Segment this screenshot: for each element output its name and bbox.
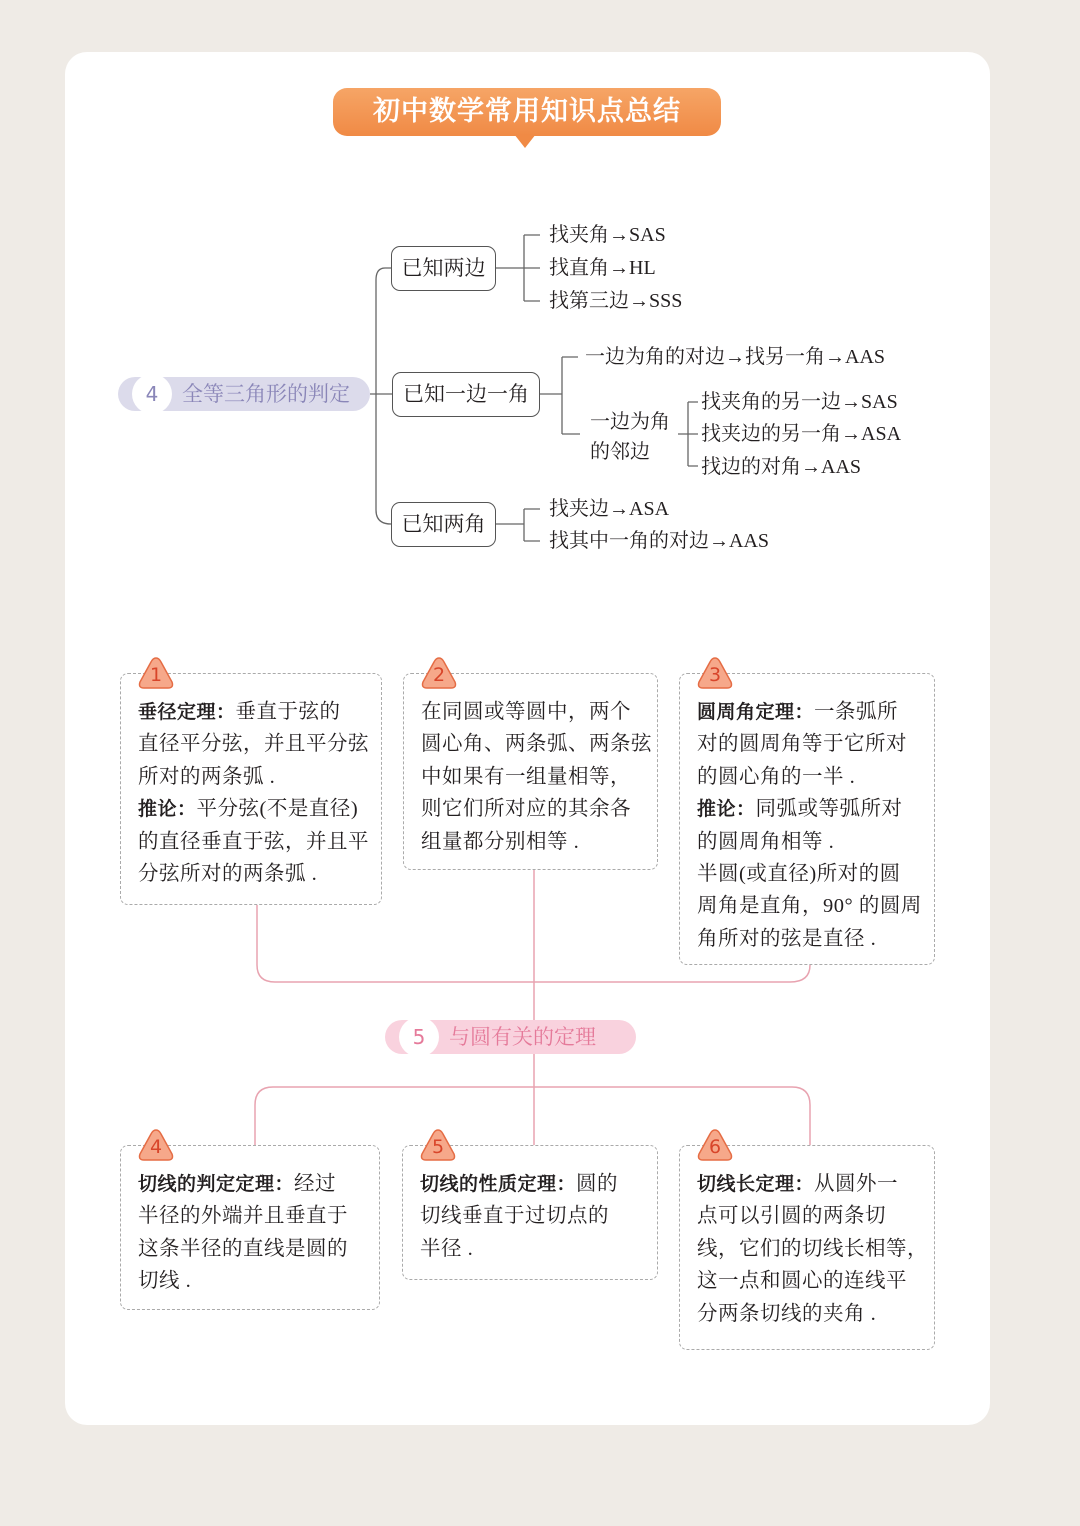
card-line	[138, 728, 367, 760]
page-title: 初中数学常用知识点总结	[333, 88, 721, 136]
card-text: 这条半径的直线是圆的	[138, 1237, 348, 1260]
number-badge	[697, 656, 733, 690]
theorem-card	[120, 673, 382, 905]
card-text: 直径平分弦，并且平分弦	[138, 733, 369, 756]
number-badge	[697, 1128, 733, 1162]
card-line	[421, 793, 643, 825]
card-line	[421, 696, 643, 728]
node-two-angles: 已知两角	[391, 502, 496, 547]
card-text: 则它们所对应的其余各	[421, 798, 631, 821]
card-line	[420, 1233, 643, 1265]
sub-node-label: 一边为角	[590, 411, 670, 433]
card-line	[138, 761, 367, 793]
card-line	[420, 1200, 643, 1232]
theorem-name: 垂径定理：	[138, 701, 236, 723]
section-number: 5	[399, 1017, 439, 1057]
section-number: 4	[132, 374, 172, 414]
card-text: 组量都分别相等 .	[421, 830, 580, 853]
leaf: 一边为角的对边→找另一角→AAS	[585, 346, 886, 368]
card-text: 半径 .	[420, 1237, 474, 1260]
leaf: 找其中一角的对边→AAS	[549, 530, 770, 552]
number-badge	[421, 656, 457, 690]
theorem-card	[403, 673, 658, 870]
node-side-angle: 已知一边一角	[392, 372, 540, 417]
section-4-pill	[118, 377, 370, 411]
theorem-name: 圆周角定理：	[697, 701, 815, 723]
sub-node-label: 的邻边	[590, 441, 650, 463]
card-text: 切线垂直于过切点的	[420, 1205, 609, 1228]
card-line	[697, 728, 920, 760]
card-text: 在同圆或等圆中，两个	[421, 701, 631, 723]
card-line	[138, 696, 367, 728]
theorem-name: 切线的判定定理：	[138, 1173, 295, 1195]
card-text: 从圆外一	[814, 1173, 899, 1195]
leaf: 找边的对角→AAS	[701, 456, 862, 478]
card-line	[138, 1168, 365, 1200]
card-line	[697, 1168, 920, 1200]
card-line	[138, 1233, 365, 1265]
section-5-pill	[385, 1020, 636, 1054]
card-text: 角所对的弦是直径 .	[697, 927, 877, 950]
card-line	[421, 728, 652, 760]
badge-number: 4	[149, 1136, 163, 1158]
card-line	[697, 858, 920, 890]
card-line	[697, 1298, 920, 1330]
badge-number: 6	[708, 1136, 722, 1158]
card-text: 的圆心角的一半 .	[697, 765, 856, 788]
card-text: 半圆(或直径)所对的圆	[697, 863, 901, 886]
card-text: 经过	[294, 1173, 337, 1195]
section-title: 全等三角形的判定	[182, 382, 350, 406]
card-line	[138, 1200, 365, 1232]
card-text: 垂直于弦的	[235, 701, 341, 723]
card-text: 圆心角、两条弧、两条弦	[421, 733, 652, 756]
leaf: 找第三边→SSS	[549, 290, 683, 312]
card-line	[697, 890, 920, 922]
card-text: 一条弧所	[814, 701, 899, 723]
card-text: 这一点和圆心的连线平	[697, 1270, 907, 1293]
card-text: 中如果有一组量相等，	[421, 765, 631, 788]
card-line	[697, 696, 920, 728]
number-badge	[138, 656, 174, 690]
card-line	[697, 826, 920, 858]
card-line	[138, 826, 367, 858]
section-title: 与圆有关的定理	[449, 1025, 596, 1049]
node-two-sides: 已知两边	[391, 246, 496, 291]
badge-number: 2	[432, 664, 446, 686]
theorem-card	[120, 1145, 380, 1310]
card-line	[138, 793, 367, 825]
card-text: 对的圆周角等于它所对	[697, 733, 907, 756]
leaf: 找直角→HL	[549, 257, 656, 279]
leaf: 找夹边→ASA	[549, 498, 670, 520]
card-line	[697, 1233, 928, 1265]
leaf: 找夹角的另一边→SAS	[701, 391, 898, 413]
number-badge	[138, 1128, 174, 1162]
card-text: 圆的	[576, 1173, 619, 1195]
theorem-name: 切线长定理：	[697, 1173, 815, 1195]
badge-number: 1	[149, 664, 163, 686]
card-text: 周角是直角，90° 的圆周	[697, 895, 922, 918]
card-line	[421, 761, 643, 793]
card-text: 同弧或等弧所对	[755, 798, 903, 821]
card-text: 平分弦(不是直径)	[196, 798, 359, 821]
number-badge	[420, 1128, 456, 1162]
card-line	[697, 761, 920, 793]
card-text: 分两条切线的夹角 .	[697, 1302, 877, 1325]
theorem-card	[402, 1145, 658, 1280]
card-line	[697, 1200, 920, 1232]
card-text: 的圆周角相等 .	[697, 830, 835, 853]
card-text: 点可以引圆的两条切	[697, 1205, 886, 1228]
card-text: 分弦所对的两条弧 .	[138, 863, 318, 886]
card-line	[697, 923, 920, 955]
card-line	[421, 826, 643, 858]
card-text: 线，它们的切线长相等，	[697, 1237, 928, 1260]
badge-number: 5	[431, 1136, 445, 1158]
theorem-name: 推论：	[138, 798, 197, 821]
leaf: 找夹角→SAS	[549, 224, 666, 246]
card-text: 半径的外端并且垂直于	[138, 1205, 348, 1228]
card-line	[138, 858, 367, 890]
card-text: 切线 .	[138, 1270, 192, 1293]
card-line	[138, 1265, 365, 1297]
card-text: 所对的两条弧 .	[138, 765, 276, 788]
card-line	[420, 1168, 643, 1200]
badge-number: 3	[708, 664, 722, 686]
card-line	[697, 793, 920, 825]
leaf: 找夹边的另一角→ASA	[701, 423, 902, 445]
card-text: 的直径垂直于弦，并且平	[138, 830, 369, 853]
theorem-name: 切线的性质定理：	[420, 1173, 577, 1195]
theorem-name: 推论：	[697, 798, 756, 821]
theorem-card	[679, 1145, 935, 1350]
card-line	[697, 1265, 920, 1297]
theorem-card	[679, 673, 935, 965]
